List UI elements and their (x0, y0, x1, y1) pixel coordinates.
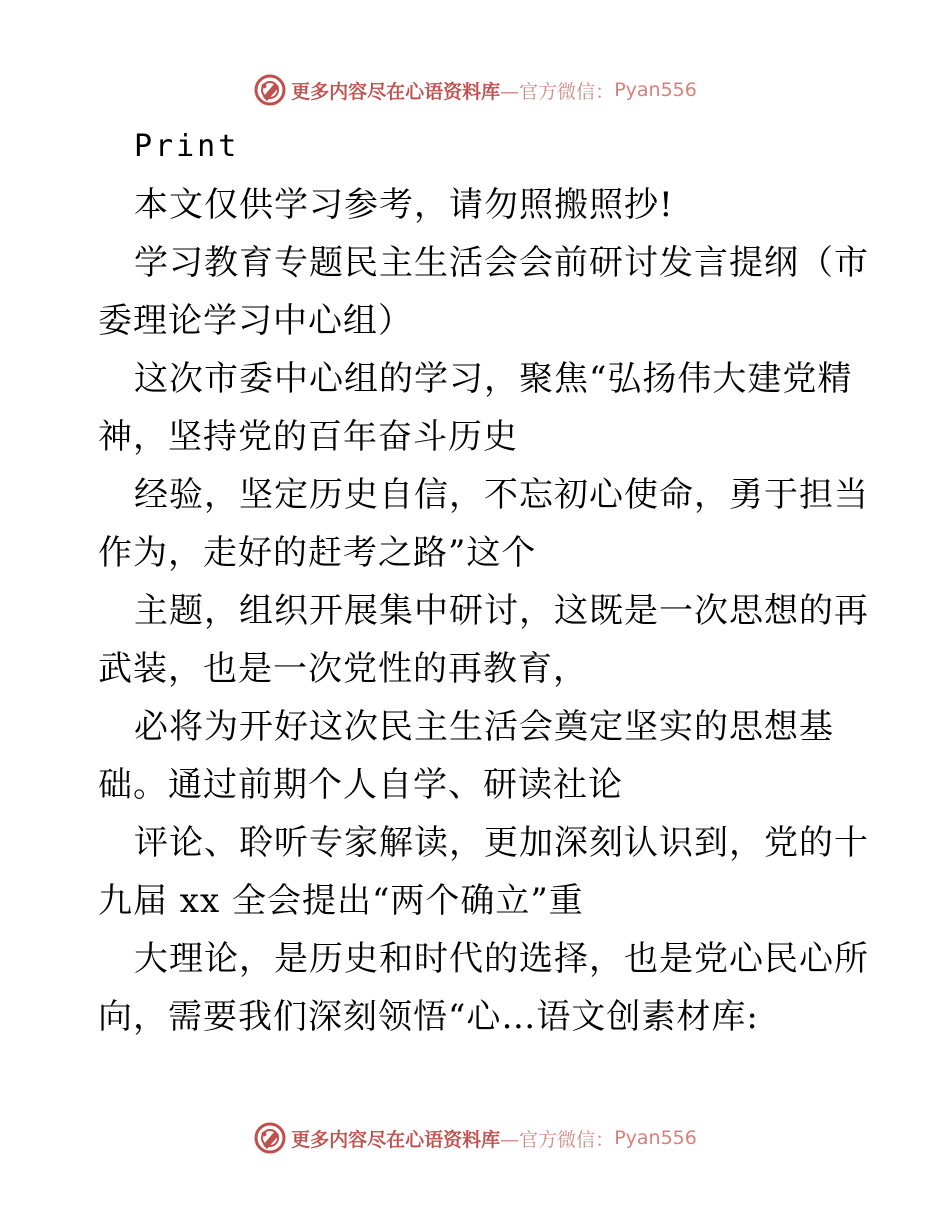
pen-nib-logo-icon (253, 1121, 287, 1155)
document-line: 武装，也是一次党性的再教育， (98, 649, 588, 689)
header-official-text: —官方微信： (500, 80, 615, 103)
document-line: 作为，走好的赶考之路”这个 (98, 533, 537, 573)
document-line: 神，坚持党的百年奋斗历史 (98, 417, 518, 457)
document-line: 经验，坚定历史自信，不忘初心使命，勇于担当 (134, 475, 869, 515)
header-banner (0, 70, 950, 110)
footer-wechat-id: Pyan556 (614, 1127, 697, 1149)
document-line-disclaimer: 本文仅供学习参考，请勿照搬照抄! (134, 185, 674, 225)
document-line: 必将为开好这次民主生活会奠定坚实的思想基 (134, 707, 834, 747)
document-line: 九届 xx 全会提出“两个确立”重 (98, 881, 584, 921)
document-line: 评论、聆听专家解读，更加深刻认识到，党的十 (134, 823, 869, 863)
document-line-print: Print (134, 129, 240, 164)
pen-nib-logo-icon (253, 73, 287, 107)
document-line: 础。通过前期个人自学、研读社论 (98, 765, 623, 805)
document-line-title-cont: 委理论学习中心组） (98, 301, 413, 341)
document-line: 向，需要我们深刻领悟“心…语文创素材库: (98, 997, 759, 1037)
footer-brand-text: 更多内容尽在心语资料库 (291, 1128, 501, 1151)
document-line: 主题，组织开展集中研讨，这既是一次思想的再 (134, 591, 869, 631)
header-brand-text: 更多内容尽在心语资料库 (291, 80, 501, 103)
footer-banner (0, 1118, 950, 1158)
footer-official-text: —官方微信： (500, 1128, 615, 1151)
document-line: 这次市委中心组的学习，聚焦“弘扬伟大建党精 (134, 359, 853, 399)
document-body (98, 118, 869, 1046)
header-wechat-id: Pyan556 (614, 79, 697, 101)
document-line-title: 学习教育专题民主生活会会前研讨发言提纲（市 (134, 243, 869, 283)
document-line: 大理论，是历史和时代的选择，也是党心民心所 (134, 939, 869, 979)
